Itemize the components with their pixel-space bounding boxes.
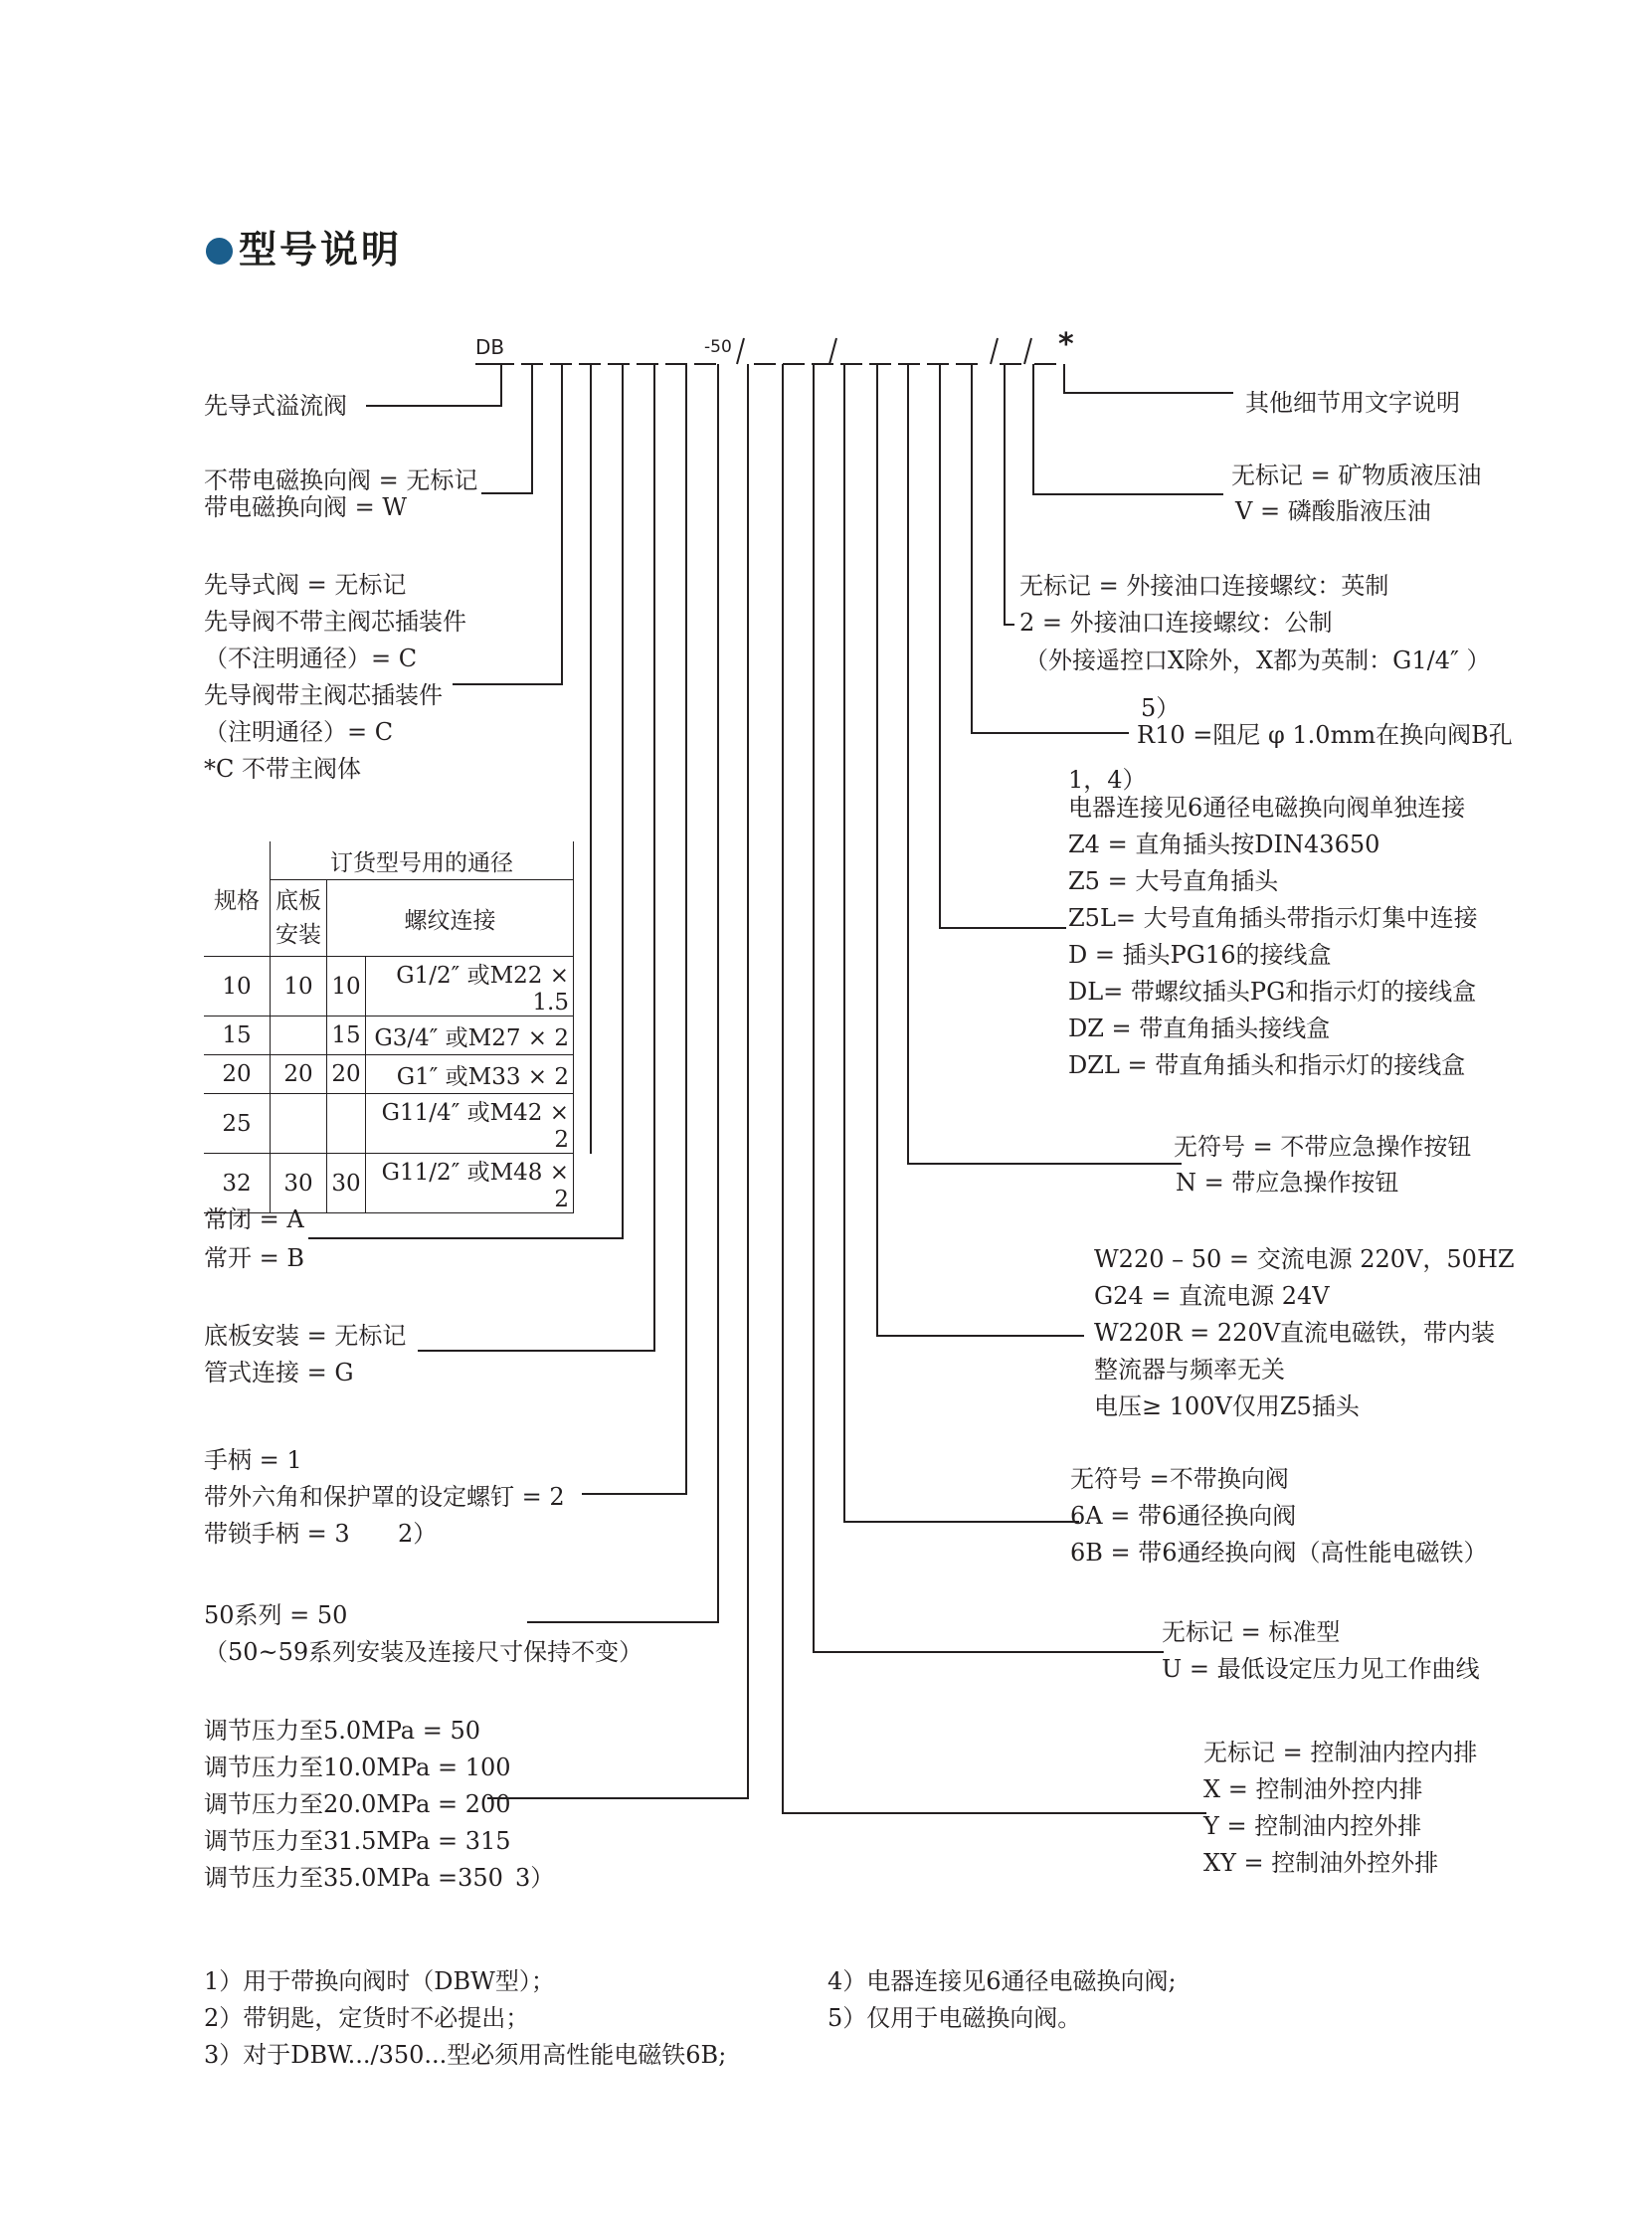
right-em1: 无符号 = 不带应急操作按钮: [1174, 1133, 1472, 1161]
left-pilot: 先导式溢流阀: [204, 392, 347, 420]
right-other: 其他细节用文字说明: [1245, 389, 1460, 417]
right-v4: 整流器与频率无关: [1094, 1356, 1285, 1384]
right-cv1: 无标记 = 标准型: [1162, 1618, 1341, 1646]
table-row: 20 20 20 G1″ 或M33 × 2: [204, 1055, 574, 1094]
left-ser1: 50系列 = 50: [204, 1601, 348, 1629]
right-th1: 无标记 = 外接油口连接螺纹：英制: [1019, 572, 1389, 600]
code-series: -50: [704, 337, 732, 357]
footnote-5: 5）仅用于电磁换向阀。: [827, 2004, 1082, 2032]
footnote-1: 1）用于带换向阀时（DBW型）；: [204, 1967, 555, 1995]
right-oil2: V = 磷酸脂液压油: [1235, 497, 1431, 525]
left-pr4: 调节压力至31.5MPa = 315: [204, 1827, 511, 1855]
right-cv2: U = 最低设定压力见工作曲线: [1162, 1655, 1480, 1683]
right-el6: DL= 带螺纹插头PG和指示灯的接线盒: [1068, 978, 1477, 1006]
right-v3: W220R = 220V直流电磁铁，带内装: [1094, 1319, 1496, 1347]
left-adj3-note: 2）: [398, 1520, 438, 1548]
left-pv4: 先导阀带主阀芯插装件: [204, 681, 443, 709]
right-th3: （外接遥控口X除外，X都为英制：G1/4″ ）: [1024, 647, 1491, 674]
left-mount2: 管式连接 = G: [204, 1359, 354, 1386]
left-mount1: 底板安装 = 无标记: [204, 1322, 407, 1350]
left-no: 常开 = B: [204, 1244, 305, 1272]
right-el7: DZ = 带直角插头接线盒: [1068, 1015, 1331, 1042]
table-header-subplate: 底板安装: [271, 880, 327, 957]
left-sol2: 带电磁换向阀 = W: [204, 493, 408, 521]
right-el3: Z5 = 大号直角插头: [1068, 867, 1279, 895]
right-el4: Z5L= 大号直角插头带指示灯集中连接: [1068, 904, 1478, 932]
table-row: 15 15 G3/4″ 或M27 × 2: [204, 1017, 574, 1055]
left-pr5: 调节压力至35.0MPa =350: [204, 1864, 503, 1892]
left-pv6: *C 不带主阀体: [204, 755, 361, 783]
right-pc1: 无标记 = 控制油内控内排: [1203, 1739, 1478, 1766]
right-el2: Z4 = 直角插头按DIN43650: [1068, 831, 1380, 858]
right-v1: W220 – 50 = 交流电源 220V，50HZ: [1094, 1245, 1515, 1273]
right-r-note: 5）: [1141, 694, 1181, 722]
right-pc2: X = 控制油外控内排: [1203, 1775, 1423, 1803]
table-row: 25 G11/4″ 或M42 × 2: [204, 1094, 574, 1154]
right-el5: D = 插头PG16的接线盒: [1068, 941, 1332, 969]
right-v5: 电压≥ 100V仅用Z5插头: [1094, 1392, 1360, 1420]
table-header-size: 规格: [204, 841, 271, 957]
right-r10: R10 =阻尼 φ 1.0mm在换向阀B孔: [1137, 721, 1513, 749]
code-prefix: DB: [475, 335, 505, 359]
right-dv3: 6B = 带6通经换向阀（高性能电磁铁）: [1070, 1539, 1488, 1567]
right-el8: DZL = 带直角插头和指示灯的接线盒: [1068, 1051, 1466, 1079]
left-adj3: 带锁手柄 = 3: [204, 1520, 350, 1548]
footnote-3: 3）对于DBW.../350...型必须用高性能电磁铁6B;: [204, 2041, 727, 2069]
footnote-2: 2）带钥匙，定货时不必提出；: [204, 2004, 530, 2032]
table-row: 10 10 10 G1/2″ 或M22 × 1.5: [204, 957, 574, 1017]
right-el-note: 1，4）: [1068, 766, 1147, 794]
footnote-4: 4）电器连接见6通径电磁换向阀;: [827, 1967, 1177, 1995]
right-dv2: 6A = 带6通径换向阀: [1070, 1502, 1297, 1530]
left-sol1: 不带电磁换向阀 = 无标记: [204, 466, 478, 494]
left-adj1: 手柄 = 1: [204, 1446, 302, 1474]
right-pc4: XY = 控制油外控外排: [1203, 1849, 1439, 1877]
left-adj2: 带外六角和保护罩的设定螺钉 = 2: [204, 1483, 565, 1511]
table-header-order: 订货型号用的通径: [271, 841, 574, 880]
right-v2: G24 = 直流电源 24V: [1094, 1282, 1330, 1310]
right-th2: 2 = 外接油口连接螺纹：公制: [1019, 609, 1333, 637]
right-oil1: 无标记 = 矿物质液压油: [1231, 462, 1482, 489]
code-star: *: [1058, 327, 1074, 362]
left-pr5-note: 3）: [515, 1864, 555, 1892]
table-header-thread: 螺纹连接: [327, 880, 574, 957]
left-pv2: 先导阀不带主阀芯插装件: [204, 608, 466, 636]
right-pc3: Y = 控制油内控外排: [1203, 1812, 1422, 1840]
left-pr3: 调节压力至20.0MPa = 200: [204, 1790, 511, 1818]
left-nc: 常闭 = A: [204, 1205, 304, 1233]
table-row: 32 30 30 G11/2″ 或M48 × 2: [204, 1154, 574, 1213]
right-dv1: 无符号 =不带换向阀: [1070, 1465, 1289, 1493]
left-pv1: 先导式阀 = 无标记: [204, 571, 407, 599]
nominal-size-table: [204, 841, 574, 1213]
right-el1: 电器连接见6通径电磁换向阀单独连接: [1068, 794, 1466, 822]
left-pr2: 调节压力至10.0MPa = 100: [204, 1754, 511, 1781]
left-pr1: 调节压力至5.0MPa = 50: [204, 1717, 481, 1745]
left-pv5: （注明通径）= C: [204, 718, 394, 746]
left-pv3: （不注明通径）= C: [204, 645, 418, 672]
left-ser2: （50~59系列安装及连接尺寸保持不变）: [204, 1638, 643, 1666]
right-em2: N = 带应急操作按钮: [1176, 1169, 1399, 1197]
page-title: 型号说明: [239, 228, 403, 272]
